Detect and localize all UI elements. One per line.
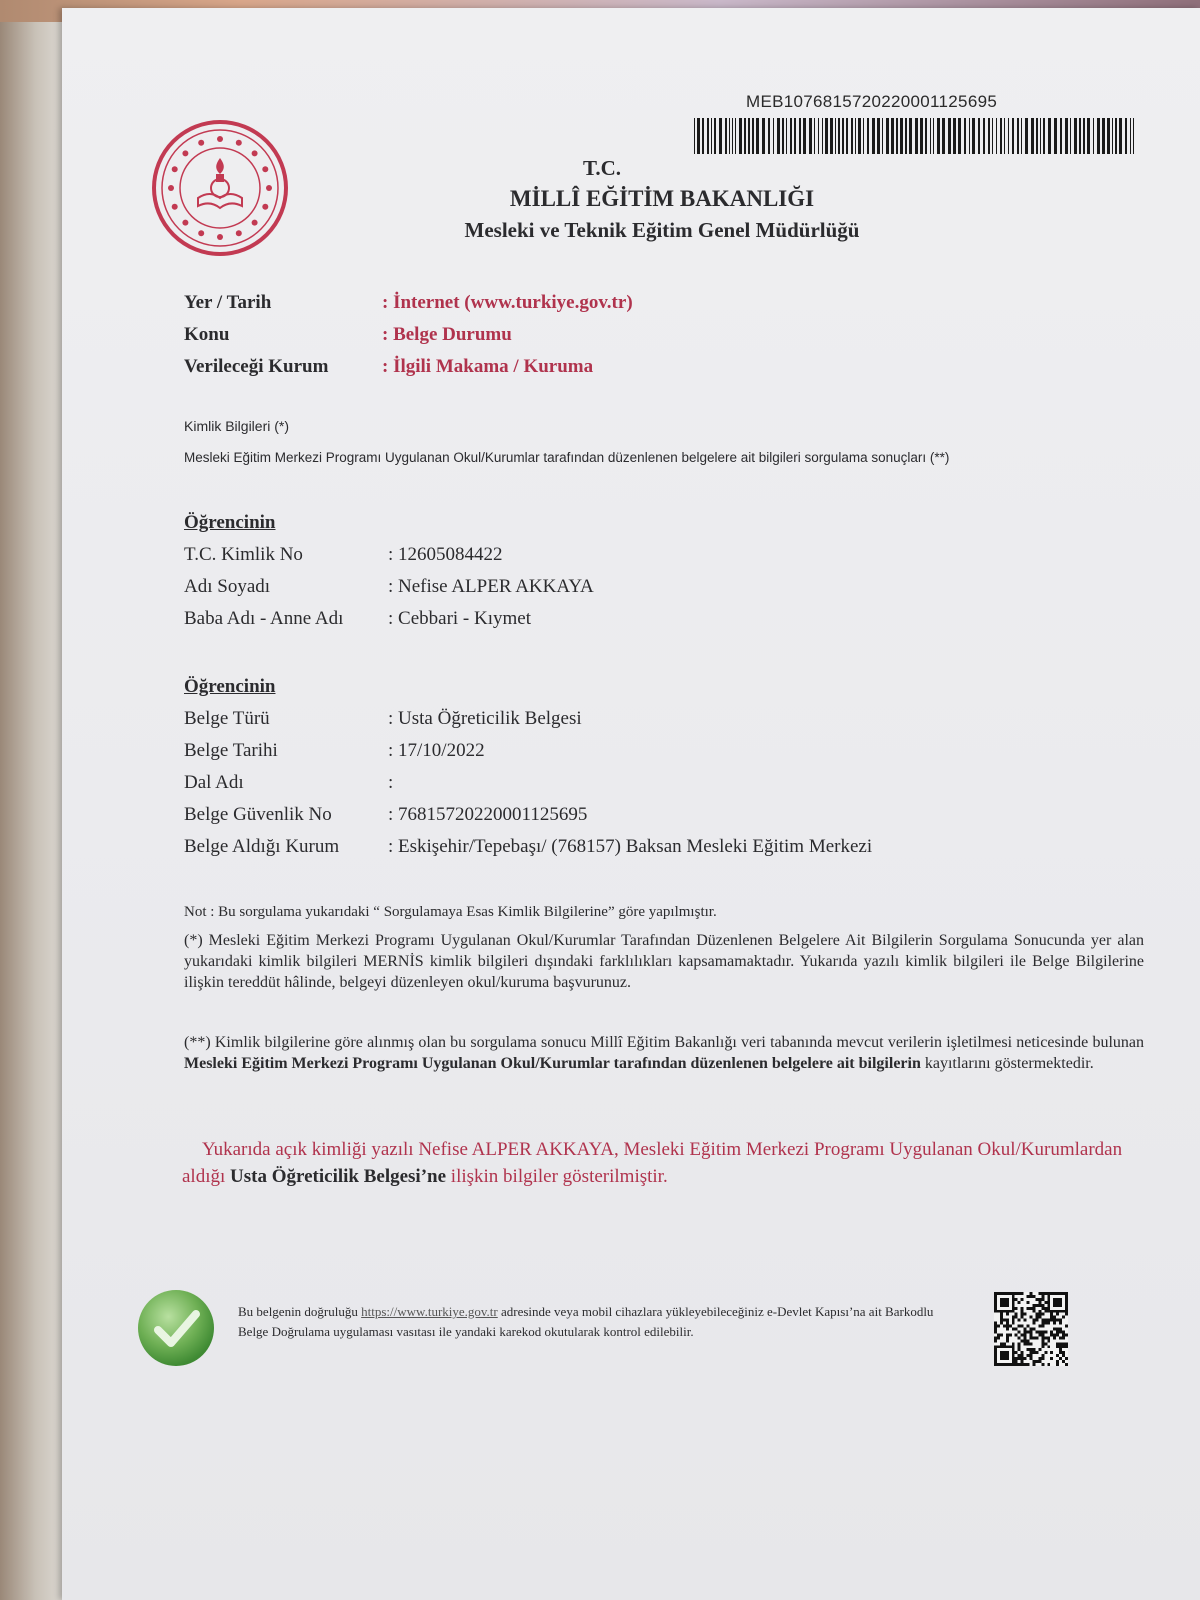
cert-type-label: Belge Türü <box>184 708 270 729</box>
barcode-number: MEB1076815720220001125695 <box>746 92 998 111</box>
meb-emblem-icon <box>150 118 290 258</box>
cert-date-label: Belge Tarihi <box>184 740 278 761</box>
barcode-image <box>694 118 1137 154</box>
cert-security-label: Belge Güvenlik No <box>184 804 332 825</box>
cert-security-value: : 76815720220001125695 <box>388 804 588 825</box>
verification-text-b: adresinde veya mobil cihazlara yükleyebileceğiniz e-Devlet Kapısı’na ait Barkodlu Belge Doğrulama uygulaması vasıtası ile yandaki karekod okutularak kontrol edilebilir. <box>238 1304 934 1339</box>
cert-type-value: : Usta Öğreticilik Belgesi <box>388 708 582 729</box>
verified-check-icon <box>136 1288 216 1368</box>
meta-subject-label: Konu <box>184 324 230 345</box>
meta-place-label: Yer / Tarih <box>184 292 272 313</box>
footnote-double-star-text-a: (**) Kimlik bilgilerine göre alınmış olan bu sorgulama sonucu Millî Eğitim Bakanlığı veri tabanında mevcut verilerin işletilmesi neticesinde bulunan <box>184 1034 1144 1051</box>
student-section-heading: Öğrencinin <box>184 512 276 533</box>
query-note: Mesleki Eğitim Merkezi Programı Uygulanan Okul/Kurumlar tarafından düzenlenen belgelere ait bilgileri sorgulama sonuçları (**) <box>184 450 950 465</box>
document-page <box>62 8 1200 1600</box>
identity-note: Kimlik Bilgileri (*) <box>184 418 290 434</box>
header-directorate: Mesleki ve Teknik Eğitim Genel Müdürlüğü <box>464 218 860 242</box>
certificate-section-heading: Öğrencinin <box>184 676 276 697</box>
meta-recipient-label: Verileceği Kurum <box>184 356 329 377</box>
header-ministry: MİLLÎ EĞİTİM BAKANLIĞI <box>509 186 815 211</box>
verification-link[interactable]: https://www.turkiye.gov.tr <box>361 1304 498 1319</box>
cert-date-value: : 17/10/2022 <box>388 740 485 761</box>
meta-subject-value: : Belge Durumu <box>382 324 512 345</box>
final-statement-part1: Yukarıda açık kimliği yazılı Nefise ALPER AKKAYA, Mesleki Eğitim Merkezi Programı Uygulanan Okul/Kurumlardan aldığı <box>182 1139 1123 1187</box>
footnote-single-star: (*) Mesleki Eğitim Merkezi Programı Uygulanan Okul/Kurumlar Tarafından Düzenlenen Belgelere Ait Bilgilerin Sorgulama Sonucunda yer alan yukarıdaki kimlik bilgileri MERNİS kimlik bilgileri dışındaki farklılıkları kapsamamaktadır. Yukarıda yazılı kimlik bilgileri ile Belge Bilgilerine ilişkin tereddüt hâlinde, belgeyi düzenleyen okul/kuruma başvurunuz. <box>184 932 1144 991</box>
header-tc: T.C. <box>582 156 622 180</box>
student-name-label: Adı Soyadı <box>184 576 271 597</box>
student-parents-label: Baba Adı - Anne Adı <box>184 608 344 629</box>
query-basis-note: Not : Bu sorgulama yukarıdaki “ Sorgulamaya Esas Kimlik Bilgilerine” göre yapılmıştır. <box>184 904 717 920</box>
cert-institution-label: Belge Aldığı Kurum <box>184 836 340 857</box>
cert-institution-value: : Eskişehir/Tepebaşı/ (768157) Baksan Mesleki Eğitim Merkezi <box>388 836 873 857</box>
verification-note <box>238 1302 958 1342</box>
meta-place-value: : İnternet (www.turkiye.gov.tr) <box>382 292 633 313</box>
final-statement-certificate: Usta Öğreticilik Belgesi’ne <box>230 1166 447 1187</box>
final-statement-part3: ilişkin bilgiler gösterilmiştir. <box>450 1166 668 1187</box>
final-statement <box>182 1136 1162 1190</box>
cert-branch-value: : <box>388 772 394 793</box>
verification-text-a: Bu belgenin doğruluğu <box>238 1304 358 1319</box>
qr-code-icon <box>994 1292 1068 1366</box>
cert-branch-label: Dal Adı <box>184 772 244 793</box>
footnote-double-star-bold: Mesleki Eğitim Merkezi Programı Uygulanan Okul/Kurumlar tarafından düzenlenen belgelere ait bilgilerin <box>184 1055 921 1072</box>
student-name-value: : Nefise ALPER AKKAYA <box>388 576 594 597</box>
meta-recipient-value: : İlgili Makama / Kuruma <box>382 356 594 377</box>
student-id-value: : 12605084422 <box>388 544 503 565</box>
student-parents-value: : Cebbari - Kıymet <box>388 608 531 629</box>
student-id-label: T.C. Kimlik No <box>184 544 303 565</box>
footnote-double-star-text-c: kayıtlarını göstermektedir. <box>924 1055 1094 1072</box>
footnote-double-star <box>184 1032 1144 1074</box>
